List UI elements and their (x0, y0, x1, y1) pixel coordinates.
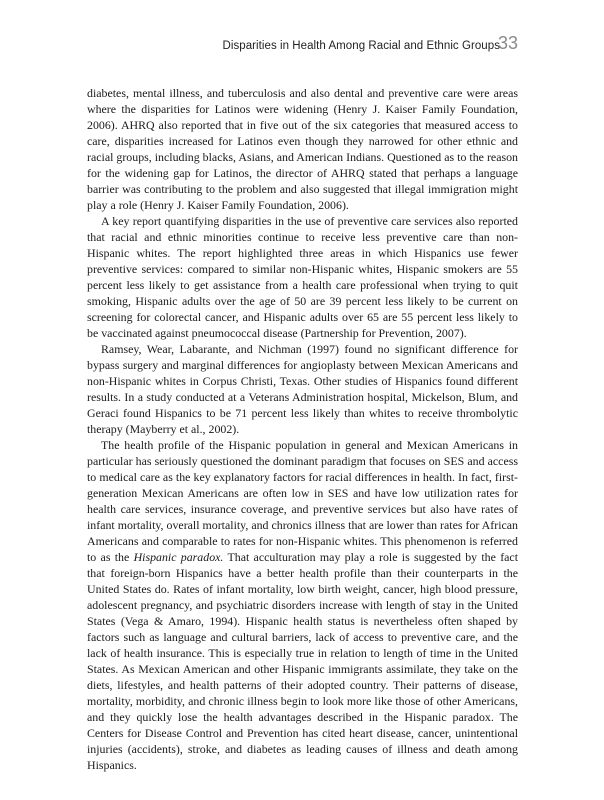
running-title: Disparities in Health Among Racial and Ethnic Groups (222, 40, 500, 52)
paragraph-continued: diabetes, mental illness, and tuberculosis and also dental and preventive care were areas where the disparities for Latinos were widening (Henry J. Kaiser Family Foundation, 2006). AHRQ also reported that in five out of the six categories that measured access to care, disparities increased for Latinos even though they narrowed for other ethnic and racial groups, including blacks, Asians, and American Indians. Questioned as to the reason for the widening gap for Latinos, the director of AHRQ stated that perhaps a language barrier was contributing to the problem and also suggested that illegal immigration might play a role (Henry J. Kaiser Family Foundation, 2006). (87, 86, 518, 212)
page-number: 33 (497, 33, 518, 53)
body-text (87, 85, 518, 773)
paradox-text-before: The health profile of the Hispanic population in general and Mexican Americans in particular has seriously questioned the dominant paradigm that focuses on SES and access to medical care as the key explanatory factors for racial differences in health. In fact, first-generation Mexican Americans are often low in SES and have low utilization rates for health care services, insurance coverage, and preventive services but also have rates of infant mortality, overall mortality, and chronics illness that are lower than rates for African Americans and comparable to rates for non-Hispanic whites. This phenomenon is referred to as the (87, 438, 518, 564)
paragraph-bypass-surgery: Ramsey, Wear, Labarante, and Nichman (1997) found no significant difference for bypass surgery and marginal differences for angioplasty between Mexican Americans and non-Hispanic whites in Corpus Christi, Texas. Other studies of Hispanics found different results. In a study conducted at a Veterans Administration hospital, Mickelson, Blum, and Geraci found Hispanics to be 71 percent less likely than whites to receive thrombolytic therapy (Mayberry et al., 2002). (87, 342, 518, 436)
hispanic-paradox-term: Hispanic paradox. (133, 550, 224, 564)
page-header (0, 0, 604, 60)
paragraph-preventive-care: A key report quantifying disparities in the use of preventive care services also reported that racial and ethnic minorities continue to receive less preventive care than non-Hispanic whites. The report highlighted three areas in which Hispanics use fewer preventive services: compared to similar non-Hispanic whites, Hispanic smokers are 55 percent less likely to get assistance from a health care professional when trying to quit smoking, Hispanic adults over the age of 50 are 39 percent less likely to be current on screening for colorectal cancer, and Hispanic adults over 65 are 55 percent less likely to be vaccinated against pneumococcal disease (Partnership for Prevention, 2007). (87, 214, 518, 340)
paradox-text-after: That acculturation may play a role is suggested by the fact that foreign-born Hispanics have a better health profile than their counterparts in the United States do. Rates of infant mortality, low birth weight, cancer, high blood pressure, adolescent pregnancy, and psychiatric disorders increase with length of stay in the United States (Vega & Amaro, 1994). Hispanic health status is nevertheless often shaped by factors such as language and cultural barriers, lack of access to preventive care, and the lack of health insurance. This is especially true in relation to length of time in the United States. As Mexican American and other Hispanic immigrants assimilate, they take on the diets, lifestyles, and health patterns of their adopted country. Their patterns of disease, mortality, morbidity, and chronic illness begin to look more like those of other Americans, and they quickly lose the health advantages described in the Hispanic paradox. The Centers for Disease Control and Prevention has cited heart disease, cancer, unintentional injuries (accidents), stroke, and diabetes as leading causes of illness and death among Hispanics. (87, 550, 519, 772)
paragraph-hispanic-paradox (87, 437, 518, 773)
